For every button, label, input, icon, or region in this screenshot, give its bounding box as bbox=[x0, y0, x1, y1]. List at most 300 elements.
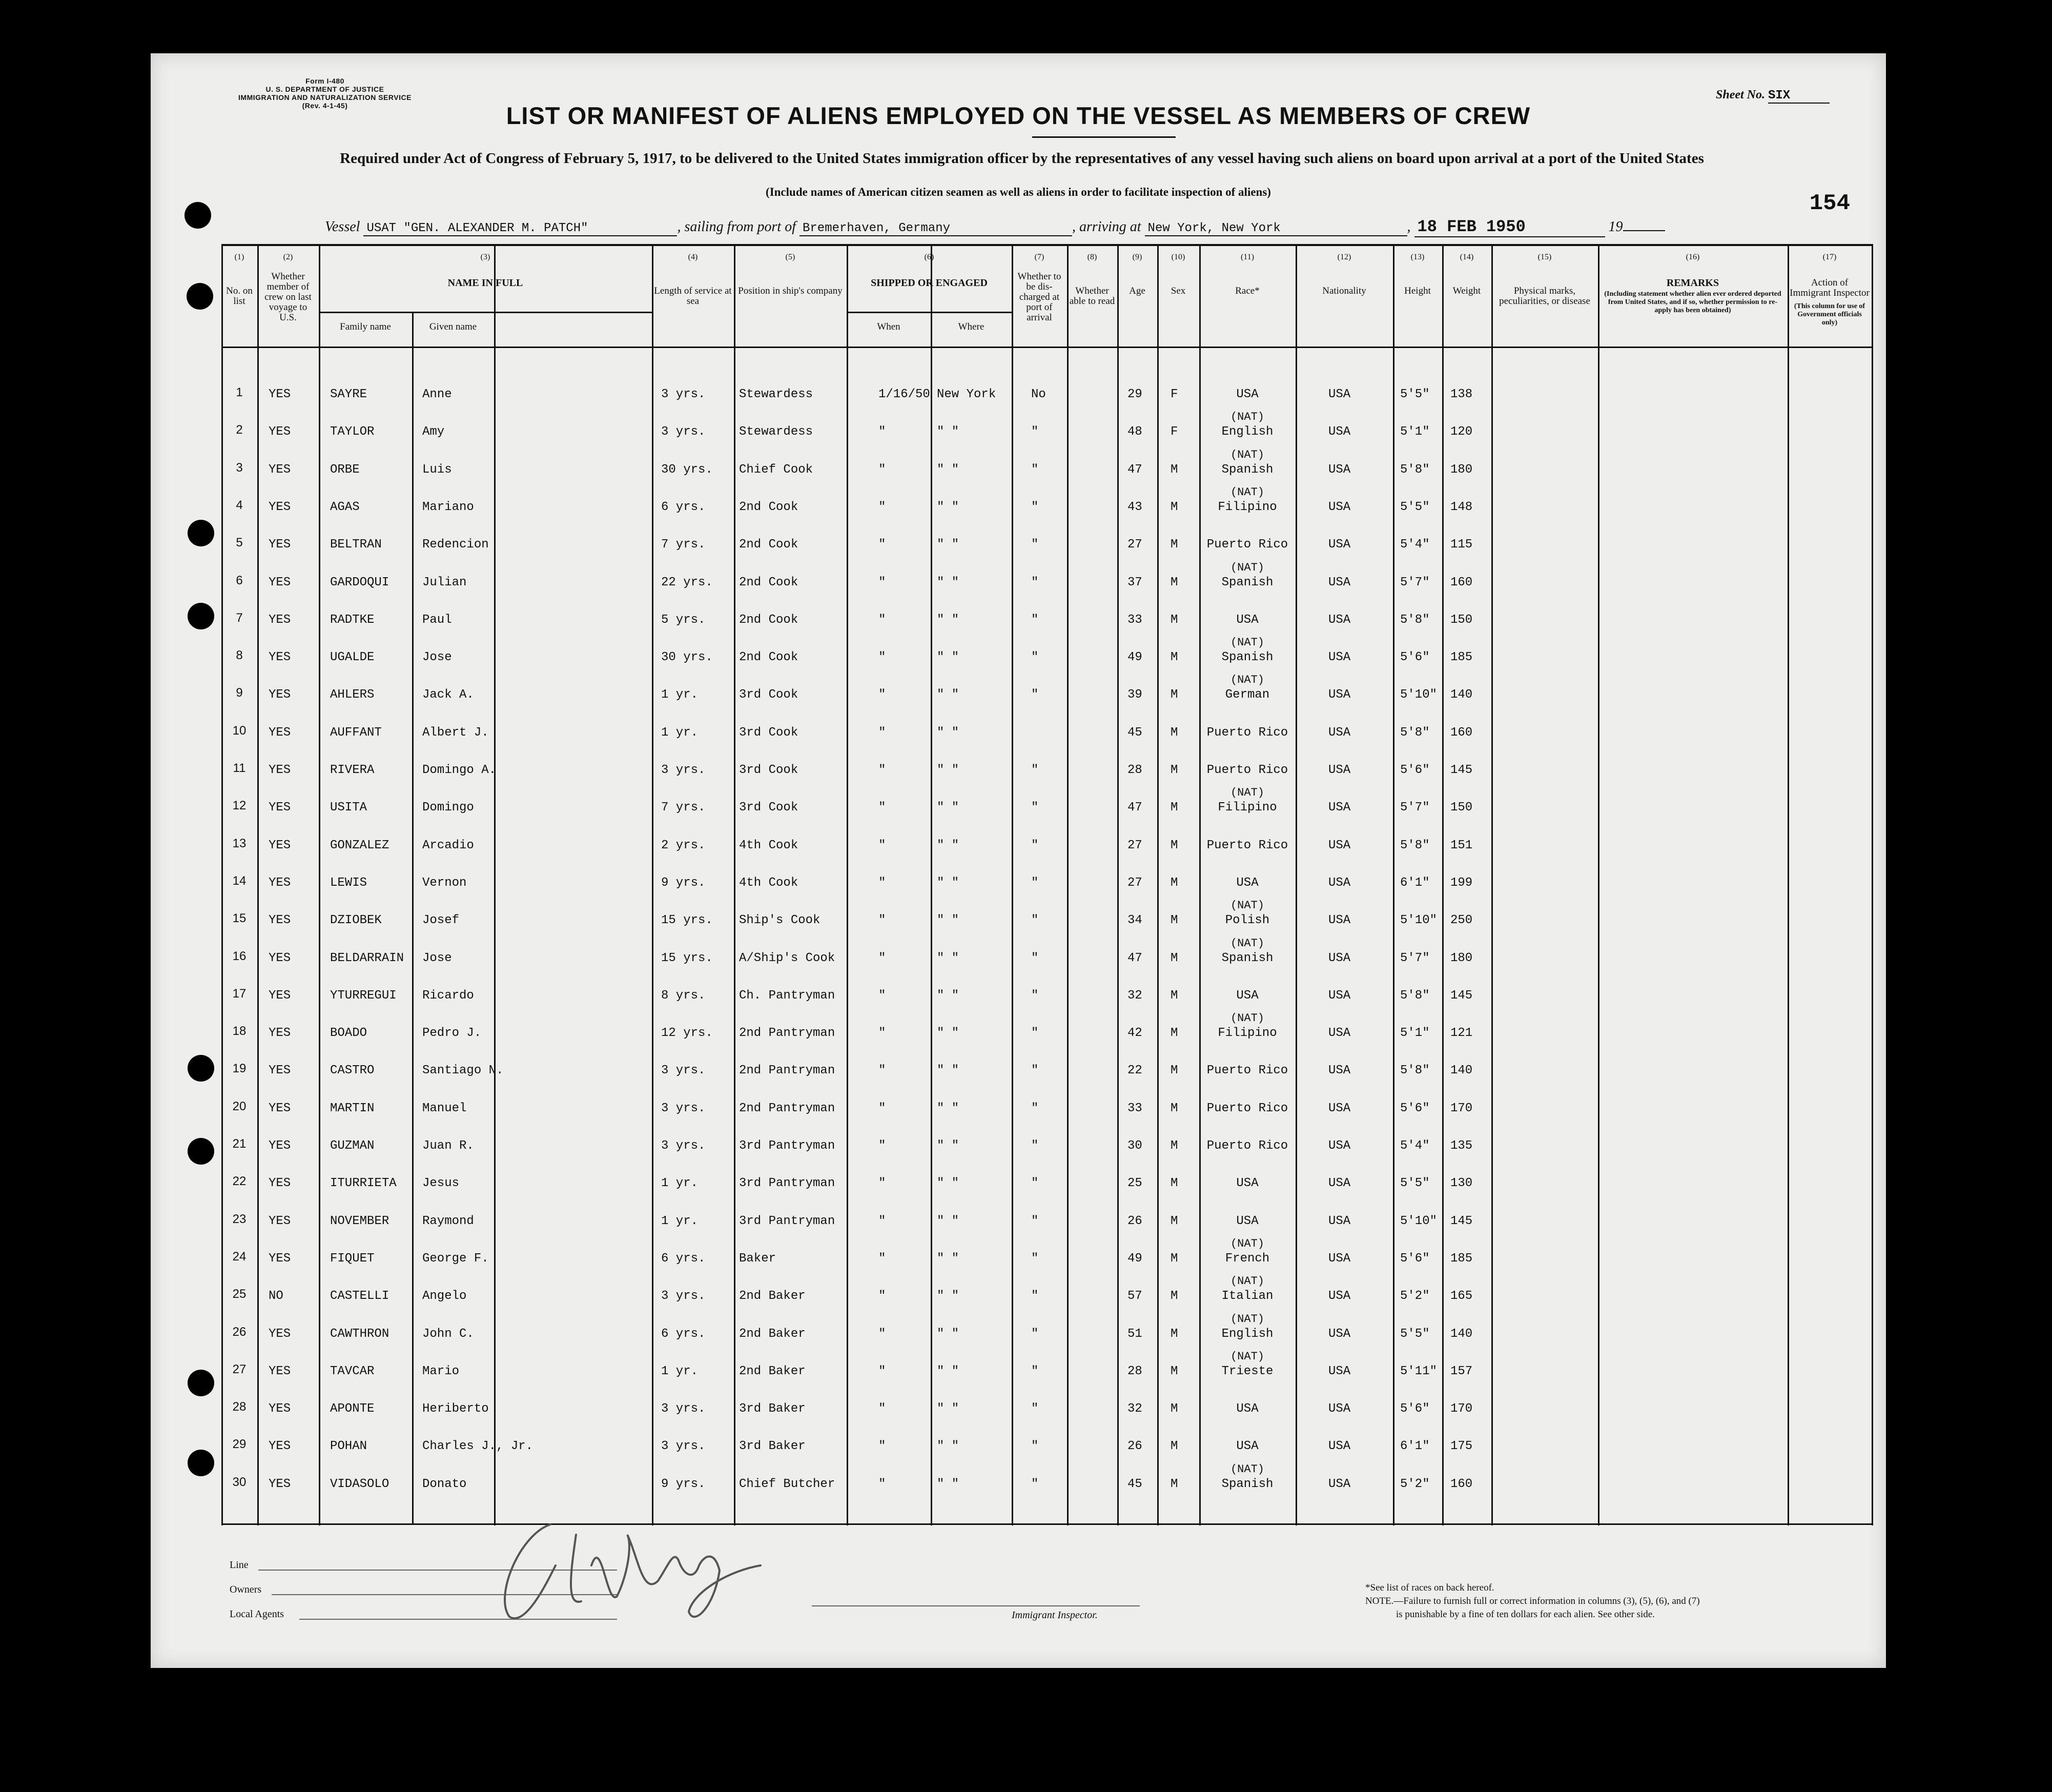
age: 33 bbox=[1127, 1101, 1142, 1115]
position: 3rd Cook bbox=[739, 763, 798, 777]
position: Stewardess bbox=[739, 388, 813, 401]
vessel-line: Vessel USAT "GEN. ALEXANDER M. PATCH" , sailing from port of Bremerhaven, Germany , arriving at New York, New York , 18 FEB 1950 19 bbox=[325, 217, 1665, 237]
row-number: 19 bbox=[232, 1062, 247, 1076]
crew-last-voyage: YES bbox=[269, 1139, 291, 1153]
crew-last-voyage: YES bbox=[269, 1101, 291, 1115]
sex: M bbox=[1171, 1439, 1178, 1454]
age: 26 bbox=[1127, 1439, 1142, 1454]
sex: M bbox=[1171, 538, 1178, 552]
weight: 140 bbox=[1450, 688, 1473, 702]
nationality: USA bbox=[1328, 875, 1351, 890]
position: 2nd Baker bbox=[739, 1364, 806, 1378]
service-length: 3 yrs. bbox=[661, 388, 706, 401]
given-name: George F. bbox=[422, 1251, 489, 1266]
shipped-where: " " bbox=[937, 1139, 959, 1153]
age: 39 bbox=[1127, 688, 1142, 702]
height: 5'5" bbox=[1400, 1327, 1430, 1341]
weight: 175 bbox=[1450, 1439, 1473, 1454]
family-name: FIQUET bbox=[330, 1251, 375, 1266]
crew-last-voyage: YES bbox=[269, 425, 291, 439]
column-header-15: Physical marks, peculiarities, or disease bbox=[1499, 286, 1590, 307]
column-number-14: (14) bbox=[1460, 253, 1474, 261]
given-name: Josef bbox=[422, 913, 460, 928]
sex: M bbox=[1171, 1214, 1178, 1228]
crew-last-voyage: YES bbox=[269, 650, 291, 665]
height: 5'5" bbox=[1400, 1176, 1430, 1191]
given-name: Luis bbox=[422, 462, 452, 477]
family-name: YTURREGUI bbox=[330, 988, 397, 1003]
service-length: 15 yrs. bbox=[661, 913, 713, 928]
shipped-where-header: Where bbox=[958, 321, 984, 332]
discharged: " bbox=[1031, 1364, 1039, 1378]
family-name: BELTRAN bbox=[330, 538, 382, 552]
crew-table bbox=[221, 244, 1872, 1525]
service-length: 6 yrs. bbox=[661, 1251, 706, 1266]
service-length: 9 yrs. bbox=[661, 875, 706, 890]
service-length: 2 yrs. bbox=[661, 838, 706, 852]
sex: M bbox=[1171, 763, 1178, 777]
row-number: 9 bbox=[236, 686, 243, 700]
column-header-6: SHIPPED OR ENGAGED bbox=[871, 277, 988, 289]
name-subheader-rule bbox=[319, 312, 652, 313]
height: 5'5" bbox=[1400, 500, 1430, 514]
crew-last-voyage: YES bbox=[269, 688, 291, 702]
crew-last-voyage: YES bbox=[269, 1402, 291, 1416]
discharged: " bbox=[1031, 538, 1039, 552]
age: 32 bbox=[1127, 1402, 1142, 1416]
column-divider bbox=[494, 244, 496, 1525]
nationality: USA bbox=[1328, 1402, 1351, 1416]
discharged: " bbox=[1031, 1327, 1039, 1341]
position: Ship's Cook bbox=[739, 913, 820, 928]
column-divider bbox=[1598, 244, 1599, 1525]
shipped-where: " " bbox=[937, 425, 959, 439]
race: Spanish bbox=[1221, 462, 1274, 477]
shipped-when: " bbox=[878, 1251, 886, 1266]
nationality: USA bbox=[1328, 1364, 1351, 1378]
discharged: " bbox=[1031, 1402, 1039, 1416]
column-header-9: Age bbox=[1129, 286, 1145, 296]
position: 3rd Baker bbox=[739, 1439, 806, 1454]
shipped-where: " " bbox=[937, 500, 959, 514]
naturalized-mark: (NAT) bbox=[1230, 1312, 1264, 1326]
age: 28 bbox=[1127, 763, 1142, 777]
crew-last-voyage: YES bbox=[269, 538, 291, 552]
family-name: GARDOQUI bbox=[330, 575, 389, 589]
naturalized-mark: (NAT) bbox=[1230, 561, 1264, 574]
discharged: " bbox=[1031, 801, 1039, 815]
naturalized-mark: (NAT) bbox=[1230, 448, 1264, 461]
shipped-when: " bbox=[878, 575, 886, 589]
discharged: " bbox=[1031, 988, 1039, 1003]
height: 5'7" bbox=[1400, 575, 1430, 589]
row-number: 3 bbox=[236, 460, 243, 475]
given-name: Anne bbox=[422, 388, 452, 401]
service-name: IMMIGRATION AND NATURALIZATION SERVICE bbox=[238, 93, 412, 101]
discharged: " bbox=[1031, 613, 1039, 627]
family-name: CAWTHRON bbox=[330, 1327, 389, 1341]
position: Stewardess bbox=[739, 425, 813, 439]
nationality: USA bbox=[1328, 1064, 1351, 1078]
race: Puerto Rico bbox=[1206, 763, 1288, 777]
age: 37 bbox=[1127, 575, 1142, 589]
age: 34 bbox=[1127, 913, 1142, 928]
shipped-where: New York bbox=[937, 388, 996, 401]
nationality: USA bbox=[1328, 1439, 1351, 1454]
header-bottom-border bbox=[221, 347, 1872, 348]
position: 2nd Cook bbox=[739, 613, 798, 627]
weight: 145 bbox=[1450, 1214, 1473, 1228]
family-name: POHAN bbox=[330, 1439, 367, 1454]
age: 47 bbox=[1127, 951, 1142, 965]
service-length: 6 yrs. bbox=[661, 1327, 706, 1341]
given-name: John C. bbox=[422, 1327, 474, 1341]
height: 5'7" bbox=[1400, 951, 1430, 965]
punch-hole bbox=[188, 520, 214, 546]
given-name: Donato bbox=[422, 1477, 467, 1491]
height: 5'6" bbox=[1400, 1251, 1430, 1266]
weight: 180 bbox=[1450, 951, 1473, 965]
column-number-16: (16) bbox=[1686, 253, 1700, 261]
race: Spanish bbox=[1221, 1477, 1274, 1491]
discharged: " bbox=[1031, 1064, 1039, 1078]
service-length: 3 yrs. bbox=[661, 1139, 706, 1153]
column-number-5: (5) bbox=[785, 253, 795, 261]
shipped-where: " " bbox=[937, 1327, 959, 1341]
sheet-value: SIX bbox=[1768, 89, 1830, 104]
shipped-where: " " bbox=[937, 988, 959, 1003]
given-name-header: Given name bbox=[429, 321, 477, 332]
shipped-when: " bbox=[878, 1214, 886, 1228]
column-divider bbox=[1393, 244, 1394, 1525]
family-name: TAVCAR bbox=[330, 1364, 375, 1378]
row-number: 30 bbox=[232, 1475, 247, 1489]
service-length: 3 yrs. bbox=[661, 1402, 706, 1416]
discharged: " bbox=[1031, 1439, 1039, 1454]
shipped-when: " bbox=[878, 1139, 886, 1153]
sex: M bbox=[1171, 1101, 1178, 1115]
crew-last-voyage: YES bbox=[269, 388, 291, 401]
sex: M bbox=[1171, 1364, 1178, 1378]
column-header-10: Sex bbox=[1171, 286, 1186, 296]
column-number-12: (12) bbox=[1337, 253, 1351, 261]
shipped-when: " bbox=[878, 801, 886, 815]
race: German bbox=[1225, 688, 1270, 702]
age: 27 bbox=[1127, 838, 1142, 852]
row-number: 6 bbox=[236, 573, 243, 587]
nationality: USA bbox=[1328, 575, 1351, 589]
weight: 165 bbox=[1450, 1289, 1473, 1304]
sex: M bbox=[1171, 1477, 1178, 1491]
position: 3rd Cook bbox=[739, 688, 798, 702]
column-divider bbox=[1491, 244, 1493, 1525]
given-name: Albert J. bbox=[422, 725, 489, 740]
given-name: Manuel bbox=[422, 1101, 467, 1115]
nationality: USA bbox=[1328, 838, 1351, 852]
race: Puerto Rico bbox=[1206, 725, 1288, 740]
position: Baker bbox=[739, 1251, 776, 1266]
service-length: 12 yrs. bbox=[661, 1026, 713, 1041]
height: 5'6" bbox=[1400, 650, 1430, 665]
sex: F bbox=[1171, 425, 1178, 439]
column-divider bbox=[931, 347, 932, 1523]
position: 3rd Pantryman bbox=[739, 1139, 835, 1153]
age: 33 bbox=[1127, 613, 1142, 627]
given-name: Pedro J. bbox=[422, 1026, 482, 1041]
race: English bbox=[1221, 1327, 1274, 1341]
naturalized-mark: (NAT) bbox=[1230, 899, 1264, 912]
nationality: USA bbox=[1328, 1327, 1351, 1341]
weight: 130 bbox=[1450, 1176, 1473, 1191]
family-name: VIDASOLO bbox=[330, 1477, 389, 1491]
given-name: Arcadio bbox=[422, 838, 474, 852]
weight: 170 bbox=[1450, 1402, 1473, 1416]
weight: 160 bbox=[1450, 575, 1473, 589]
column-header-14: Weight bbox=[1452, 286, 1481, 296]
shipped-when: " bbox=[878, 1064, 886, 1078]
crew-last-voyage: YES bbox=[269, 875, 291, 890]
age: 28 bbox=[1127, 1364, 1142, 1378]
vessel-name: USAT "GEN. ALEXANDER M. PATCH" bbox=[363, 221, 677, 236]
document-instruction: (Include names of American citizen seamen as well as aliens in order to facilitate inspection of aliens) bbox=[766, 186, 1271, 198]
discharged: " bbox=[1031, 575, 1039, 589]
family-name: AHLERS bbox=[330, 688, 375, 702]
given-name: Paul bbox=[422, 613, 452, 627]
weight: 185 bbox=[1450, 1251, 1473, 1266]
age: 26 bbox=[1127, 1214, 1142, 1228]
crew-last-voyage: YES bbox=[269, 801, 291, 815]
crew-last-voyage: YES bbox=[269, 1026, 291, 1041]
column-header-7: Whether to be dis-charged at port of arrival bbox=[1017, 271, 1061, 323]
weight: 145 bbox=[1450, 988, 1473, 1003]
inspector-signature bbox=[474, 1504, 791, 1637]
service-length: 3 yrs. bbox=[661, 1439, 706, 1454]
vessel-label: Vessel bbox=[325, 219, 360, 235]
row-number: 12 bbox=[232, 799, 247, 813]
position: 2nd Baker bbox=[739, 1289, 806, 1304]
age: 22 bbox=[1127, 1064, 1142, 1078]
height: 5'6" bbox=[1400, 763, 1430, 777]
given-name: Jesus bbox=[422, 1176, 460, 1191]
shipped-when: 1/16/50 bbox=[878, 388, 930, 401]
height: 5'8" bbox=[1400, 462, 1430, 477]
row-number: 5 bbox=[236, 536, 243, 550]
column-header-17: Action of Immigrant Inspector bbox=[1790, 277, 1870, 298]
family-name: BOADO bbox=[330, 1026, 367, 1041]
column-divider bbox=[1442, 244, 1444, 1525]
given-name: Vernon bbox=[422, 875, 467, 890]
position: 3rd Pantryman bbox=[739, 1176, 835, 1191]
column-divider bbox=[847, 244, 848, 1525]
naturalized-mark: (NAT) bbox=[1230, 636, 1264, 649]
service-length: 8 yrs. bbox=[661, 988, 706, 1003]
position: 2nd Cook bbox=[739, 500, 798, 514]
shipped-where: " " bbox=[937, 1101, 959, 1115]
column-header-13: Height bbox=[1404, 286, 1431, 296]
naturalized-mark: (NAT) bbox=[1230, 485, 1264, 499]
family-name: TAYLOR bbox=[330, 425, 375, 439]
title-underline bbox=[1032, 136, 1176, 138]
race: Italian bbox=[1221, 1289, 1274, 1304]
document-title: LIST OR MANIFEST OF ALIENS EMPLOYED ON THE VESSEL AS MEMBERS OF CREW bbox=[506, 102, 1531, 129]
race: USA bbox=[1236, 1439, 1259, 1454]
given-name: Angelo bbox=[422, 1289, 467, 1304]
weight: 140 bbox=[1450, 1064, 1473, 1078]
table-bottom-border bbox=[221, 1523, 1872, 1525]
discharged: " bbox=[1031, 1026, 1039, 1041]
shipped-when: " bbox=[878, 650, 886, 665]
sex: M bbox=[1171, 838, 1178, 852]
race: Puerto Rico bbox=[1206, 1064, 1288, 1078]
discharged: " bbox=[1031, 763, 1039, 777]
height: 5'8" bbox=[1400, 725, 1430, 740]
punch-hole bbox=[188, 1370, 214, 1396]
shipped-when: " bbox=[878, 1289, 886, 1304]
naturalized-mark: (NAT) bbox=[1230, 674, 1264, 687]
form-number: Form I-480 bbox=[305, 77, 344, 85]
height: 5'4" bbox=[1400, 538, 1430, 552]
crew-last-voyage: YES bbox=[269, 575, 291, 589]
weight: 150 bbox=[1450, 801, 1473, 815]
position: Ch. Pantryman bbox=[739, 988, 835, 1003]
row-number: 10 bbox=[232, 723, 247, 738]
age: 29 bbox=[1127, 388, 1142, 401]
nationality: USA bbox=[1328, 388, 1351, 401]
given-name: Jose bbox=[422, 951, 452, 965]
shipped-where: " " bbox=[937, 1289, 959, 1304]
position: 3rd Baker bbox=[739, 1402, 806, 1416]
position: 2nd Cook bbox=[739, 575, 798, 589]
penalty-note: NOTE.—Failure to furnish full or correct information in columns (3), (5), (6), and (7) bbox=[1365, 1596, 1700, 1606]
nationality: USA bbox=[1328, 725, 1351, 740]
naturalized-mark: (NAT) bbox=[1230, 786, 1264, 800]
punch-hole bbox=[188, 603, 214, 629]
sex: M bbox=[1171, 500, 1178, 514]
age: 43 bbox=[1127, 500, 1142, 514]
shipped-when: " bbox=[878, 763, 886, 777]
table-top-border bbox=[221, 244, 1872, 246]
race: USA bbox=[1236, 1176, 1259, 1191]
family-name: BELDARRAIN bbox=[330, 951, 404, 965]
departure-port: Bremerhaven, Germany bbox=[799, 221, 1072, 236]
height: 5'11" bbox=[1400, 1364, 1438, 1378]
given-name: Juan R. bbox=[422, 1139, 474, 1153]
race: USA bbox=[1236, 388, 1259, 401]
weight: 250 bbox=[1450, 913, 1473, 928]
row-number: 22 bbox=[232, 1174, 247, 1189]
discharged: " bbox=[1031, 875, 1039, 890]
weight: 180 bbox=[1450, 462, 1473, 477]
family-name: GONZALEZ bbox=[330, 838, 389, 852]
column-number-4: (4) bbox=[688, 253, 698, 261]
race: USA bbox=[1236, 1402, 1259, 1416]
nationality: USA bbox=[1328, 763, 1351, 777]
race: Puerto Rico bbox=[1206, 838, 1288, 852]
shipped-when: " bbox=[878, 1364, 886, 1378]
naturalized-mark: (NAT) bbox=[1230, 1012, 1264, 1025]
sex: M bbox=[1171, 1289, 1178, 1304]
shipped-where: " " bbox=[937, 688, 959, 702]
crew-last-voyage: YES bbox=[269, 613, 291, 627]
date-stamp: 18 FEB 1950 bbox=[1417, 217, 1526, 236]
age: 32 bbox=[1127, 988, 1142, 1003]
weight: 151 bbox=[1450, 838, 1473, 852]
nationality: USA bbox=[1328, 951, 1351, 965]
service-length: 9 yrs. bbox=[661, 1477, 706, 1491]
naturalized-mark: (NAT) bbox=[1230, 1462, 1264, 1476]
height: 5'1" bbox=[1400, 1026, 1430, 1041]
weight: 148 bbox=[1450, 500, 1473, 514]
weight: 185 bbox=[1450, 650, 1473, 665]
crew-last-voyage: YES bbox=[269, 1064, 291, 1078]
crew-last-voyage: YES bbox=[269, 1251, 291, 1266]
races-note: *See list of races on back hereof. bbox=[1365, 1582, 1494, 1593]
shipped-where: " " bbox=[937, 650, 959, 665]
local-agents-label: Local Agents bbox=[230, 1608, 284, 1620]
row-number: 8 bbox=[236, 648, 243, 663]
nationality: USA bbox=[1328, 913, 1351, 928]
nationality: USA bbox=[1328, 1251, 1351, 1266]
shipped-where: " " bbox=[937, 1214, 959, 1228]
year-label: 19 bbox=[1608, 219, 1623, 235]
discharged: " bbox=[1031, 838, 1039, 852]
column-number-15: (15) bbox=[1537, 253, 1552, 261]
service-length: 6 yrs. bbox=[661, 500, 706, 514]
shipped-where: " " bbox=[937, 1477, 959, 1491]
nationality: USA bbox=[1328, 1176, 1351, 1191]
row-number: 18 bbox=[232, 1024, 247, 1038]
column-number-2: (2) bbox=[283, 253, 293, 261]
arriving-label: , arriving at bbox=[1072, 219, 1141, 235]
row-number: 16 bbox=[232, 949, 247, 963]
column-divider bbox=[1067, 244, 1069, 1525]
race: Spanish bbox=[1221, 951, 1274, 965]
naturalized-mark: (NAT) bbox=[1230, 1275, 1264, 1288]
sex: M bbox=[1171, 613, 1178, 627]
line-label: Line bbox=[230, 1559, 249, 1571]
service-length: 1 yr. bbox=[661, 1364, 699, 1378]
column-divider bbox=[319, 244, 320, 1525]
given-name: Amy bbox=[422, 425, 445, 439]
crew-last-voyage: YES bbox=[269, 1477, 291, 1491]
family-name: AGAS bbox=[330, 500, 360, 514]
shipped-when: " bbox=[878, 613, 886, 627]
race: USA bbox=[1236, 613, 1259, 627]
age: 42 bbox=[1127, 1026, 1142, 1041]
height: 5'8" bbox=[1400, 613, 1430, 627]
column-number-11: (11) bbox=[1240, 253, 1255, 261]
column-header-2: Whether member of crew on last voyage to U.S. bbox=[264, 271, 312, 323]
shipped-where: " " bbox=[937, 763, 959, 777]
shipped-when: " bbox=[878, 538, 886, 552]
crew-last-voyage: YES bbox=[269, 838, 291, 852]
punch-hole bbox=[187, 283, 213, 310]
position: 4th Cook bbox=[739, 875, 798, 890]
weight: 138 bbox=[1450, 388, 1473, 401]
sex: M bbox=[1171, 1251, 1178, 1266]
column-divider bbox=[1012, 244, 1013, 1525]
column-divider bbox=[1117, 244, 1119, 1525]
sex: M bbox=[1171, 1064, 1178, 1078]
service-length: 7 yrs. bbox=[661, 801, 706, 815]
nationality: USA bbox=[1328, 988, 1351, 1003]
family-name: CASTELLI bbox=[330, 1289, 389, 1304]
age: 27 bbox=[1127, 538, 1142, 552]
height: 5'6" bbox=[1400, 1402, 1430, 1416]
position: 3rd Cook bbox=[739, 801, 798, 815]
discharged: " bbox=[1031, 650, 1039, 665]
discharged: " bbox=[1031, 1139, 1039, 1153]
